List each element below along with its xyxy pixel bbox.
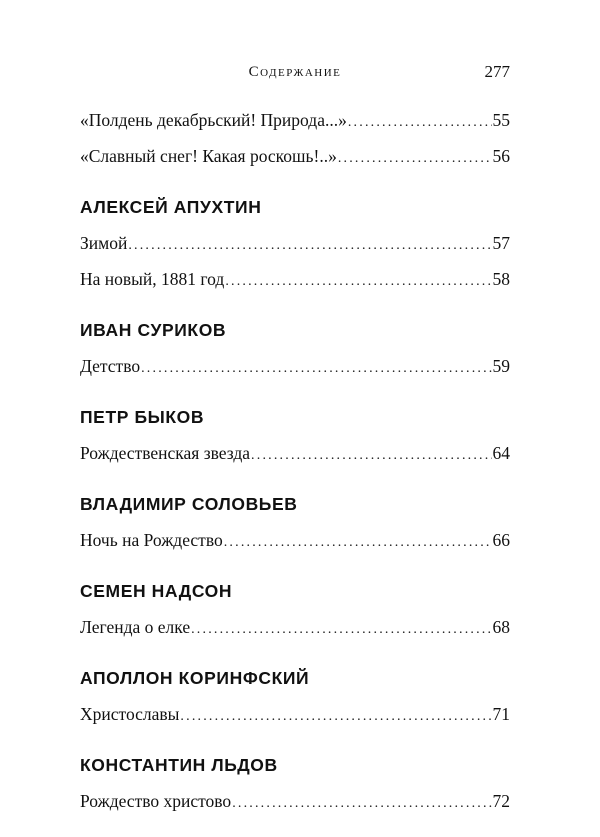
entry-page-number: 57: [492, 233, 510, 253]
entry-title: «Полдень декабрьский! Природа...»: [80, 110, 347, 130]
toc-section: [80, 402, 510, 471]
dot-leader: [232, 789, 491, 819]
toc-entry: [80, 438, 510, 471]
entry-title: Детство: [80, 356, 141, 376]
entry-title: На новый, 1881 год: [80, 269, 225, 289]
toc-entry: [80, 351, 510, 384]
toc-entry: [80, 141, 510, 174]
toc-section: [80, 315, 510, 384]
entry-title: Рождественская звезда: [80, 443, 251, 463]
toc-entry: [80, 612, 510, 645]
entry-title: Ночь на Рождество: [80, 530, 223, 550]
entry-page-number: 68: [492, 617, 510, 637]
entry-title: «Славный снег! Какая роскошь!..»: [80, 146, 337, 166]
toc-section: [80, 663, 510, 732]
entry-page-number: 71: [492, 704, 510, 724]
dot-leader: [180, 702, 491, 732]
dot-leader: [251, 441, 491, 471]
toc-section: [80, 576, 510, 645]
author-heading: АЛЕКСЕЙ АПУХТИН: [80, 197, 262, 217]
toc-entry: [80, 105, 510, 138]
author-heading: КОНСТАНТИН ЛЬДОВ: [80, 755, 278, 775]
author-heading: АПОЛЛОН КОРИНФСКИЙ: [80, 668, 310, 688]
entry-title: Зимой: [80, 233, 128, 253]
dot-leader: [348, 108, 492, 138]
toc-entry: [80, 264, 510, 297]
toc-section: [80, 192, 510, 297]
entry-page-number: 72: [492, 791, 510, 811]
entry-title: Легенда о елке: [80, 617, 191, 637]
dot-leader: [225, 267, 491, 297]
running-title: Содержание: [248, 64, 342, 80]
toc-section: [80, 489, 510, 558]
author-heading: СЕМЕН НАДСОН: [80, 581, 233, 601]
entry-page-number: 58: [492, 269, 510, 289]
entry-page-number: 56: [492, 146, 510, 166]
entry-page-number: 55: [492, 110, 510, 130]
author-heading: ВЛАДИМИР СОЛОВЬЕВ: [80, 494, 298, 514]
entry-title: Христославы: [80, 704, 180, 724]
toc-entry: [80, 786, 510, 819]
dot-leader: [224, 528, 492, 558]
dot-leader: [141, 354, 491, 384]
page-number: 277: [484, 62, 510, 81]
author-heading: ПЕТР БЫКОВ: [80, 407, 205, 427]
dot-leader: [191, 615, 491, 645]
toc-entry: [80, 525, 510, 558]
entry-page-number: 64: [492, 443, 510, 463]
table-of-contents: [80, 105, 510, 837]
entry-title: Рождество христово: [80, 791, 232, 811]
toc-section: [80, 105, 510, 174]
toc-entry: [80, 699, 510, 732]
dot-leader: [338, 144, 492, 174]
toc-section: [80, 750, 510, 819]
entry-page-number: 66: [492, 530, 510, 550]
page-header: [80, 60, 510, 84]
entry-page-number: 59: [492, 356, 510, 376]
toc-entry: [80, 228, 510, 261]
author-heading: ИВАН СУРИКОВ: [80, 320, 227, 340]
dot-leader: [128, 231, 491, 261]
